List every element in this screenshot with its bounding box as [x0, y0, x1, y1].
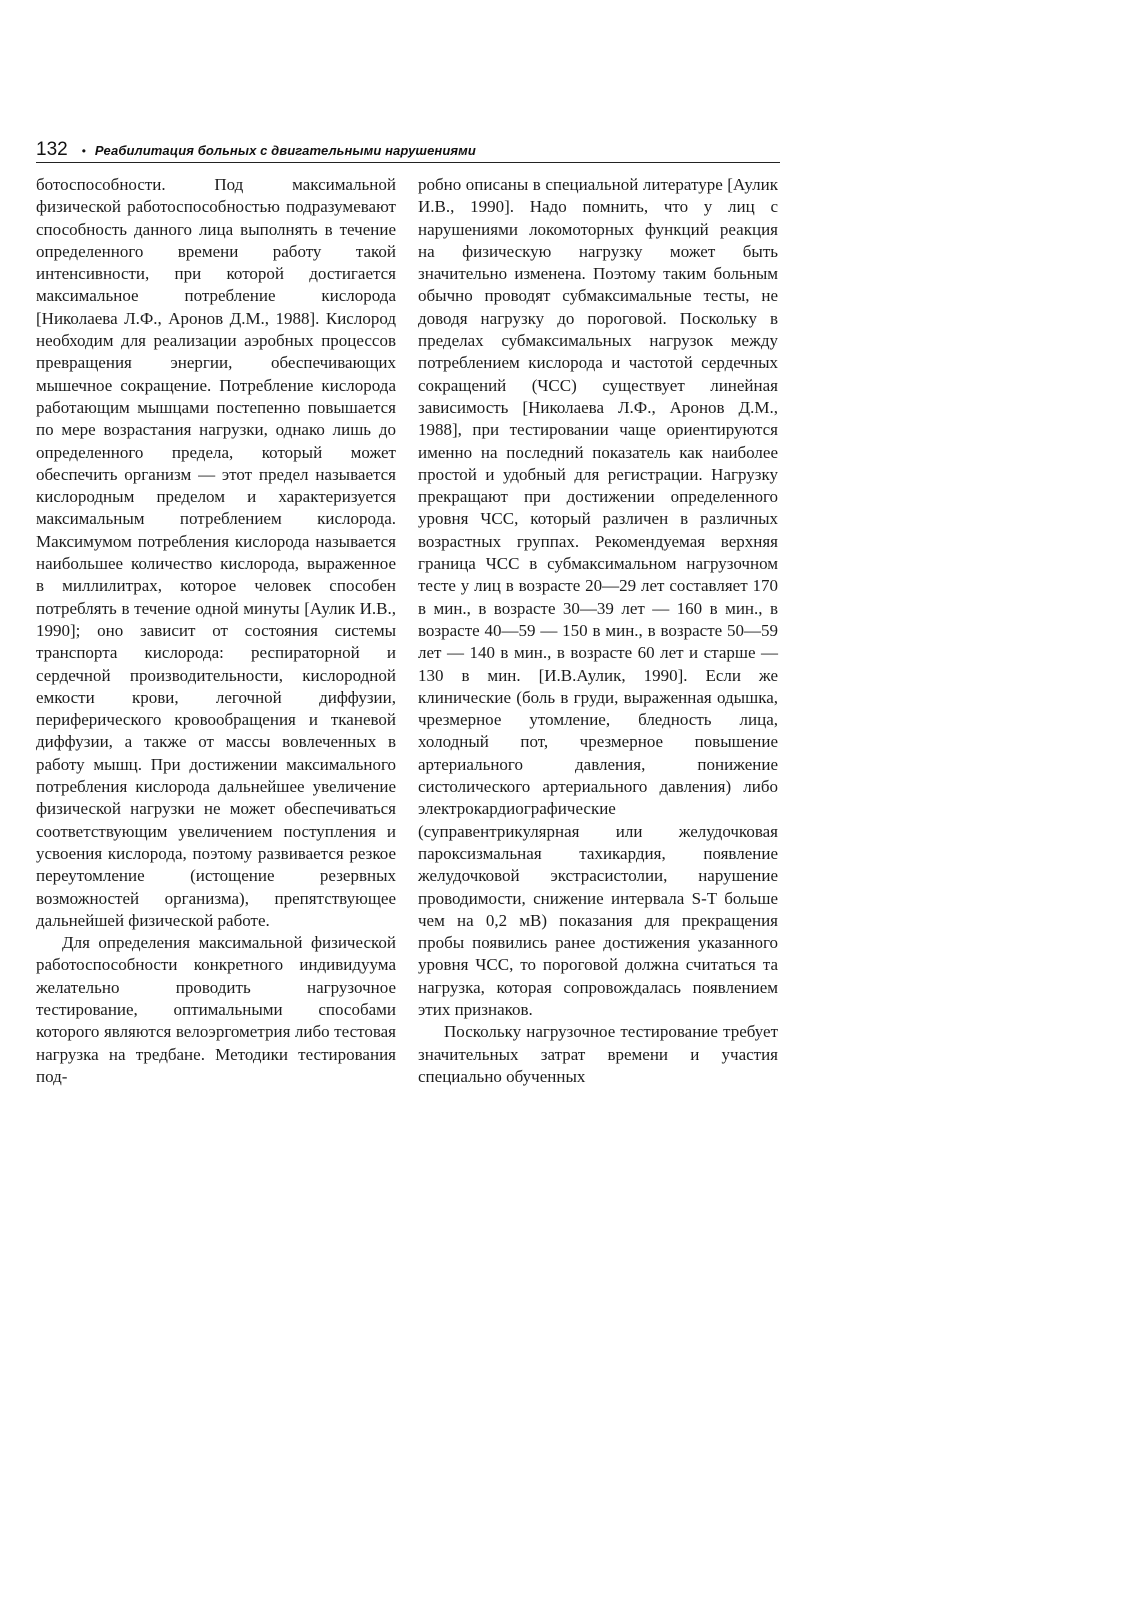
page-number: 132 — [36, 139, 68, 160]
header-rule — [36, 162, 780, 163]
right-paragraph-2: Поскольку нагрузочное тестирование требует значительных затрат времени и участия специально обученных — [418, 1022, 778, 1086]
page-header — [36, 134, 780, 162]
left-paragraph-2: Для определения максимальной физической работоспособности конкретного индивидуума желательно проводить нагрузочное тестирование, оптимальными способами которого являются велоэргометрия либо тестовая нагрузка на тредбане. Методики тестирования под- — [36, 933, 396, 1086]
header-bullet: • — [81, 144, 86, 158]
right-column — [418, 174, 778, 1088]
running-title: Реабилитация больных с двигательными нарушениями — [94, 143, 476, 158]
left-paragraph-1: ботоспособности. Под максимальной физической работоспособностью подразумевают способность данного лица выполнять в течение определенного времени работу такой интенсивности, при которой достигается максимальное потребление кислорода [Николаева Л.Ф., Аронов Д.М., 1988]. Кислород необходим для реализации аэробных процессов превращения энергии, обеспечивающих мышечное сокращение. Потребление кислорода работающим мышцами постепенно повышается по мере возрастания нагрузки, однако лишь до определенного предела, который может обеспечить организм — этот предел называется кислородным пределом и характеризуется максимальным потреблением кислорода. Максимумом потребления кислорода называется наибольшее количество кислорода, выраженное в миллилитрах, которое человек способен потреблять в течение одной минуты [Аулик И.В., 1990]; оно зависит от состояния системы транспорта кислорода: респираторной и сердечной производительности, кислородной емкости крови, легочной диффузии, периферического кровообращения и тканевой диффузии, а также от массы вовлеченных в работу мышц. При достижении максимального потребления кислорода дальнейшее увеличение физической нагрузки не может обеспечиваться соответствующим увеличением поступления и усвоения кислорода, поэтому развивается резкое переутомление (истощение резервных возможностей организма), препятствующее дальнейшей физической работе. — [36, 175, 396, 930]
right-paragraph-1: робно описаны в специальной литературе [Аулик И.В., 1990]. Надо помнить, что у лиц с нарушениями локомоторных функций реакция на физическую нагрузку может быть значительно изменена. Поэтому таким больным обычно проводят субмаксимальные тесты, не доводя нагрузку до пороговой. Поскольку в пределах субмаксимальных нагрузок между потреблением кислорода и частотой сердечных сокращений (ЧСС) существует линейная зависимость [Николаева Л.Ф., Аронов Д.М., 1988], при тестировании чаще ориентируются именно на последний показатель как наиболее простой и удобный для регистрации. Нагрузку прекращают при достижении определенного уровня ЧСС, который различен в различных возрастных группах. Рекомендуемая верхняя граница ЧСС в субмаксимальном нагрузочном тесте у лиц в возрасте 20—29 лет составляет 170 в мин., в возрасте 30—39 лет — 160 в мин., в возрасте 40—59 — 150 в мин., в возрасте 50—59 лет — 140 в мин., в возрасте 60 лет и старше — 130 в мин. [И.В.Аулик, 1990]. Если же клинические (боль в груди, выраженная одышка, чрезмерное утомление, бледность лица, холодный пот, чрезмерное повышение артериального давления, понижение систолического артериального давления) либо электрокардиографические (суправентрикулярная или желудочковая пароксизмальная тахикардия, появление желудочковой экстрасистолии, нарушение проводимости, снижение интервала S-T больше чем на 0,2 мВ) показания для прекращения пробы появились ранее достижения указанного уровня ЧСС, то пороговой должна считаться та нагрузка, которая сопровождалась появлением этих признаков. — [418, 175, 778, 1019]
left-column — [36, 174, 396, 1088]
